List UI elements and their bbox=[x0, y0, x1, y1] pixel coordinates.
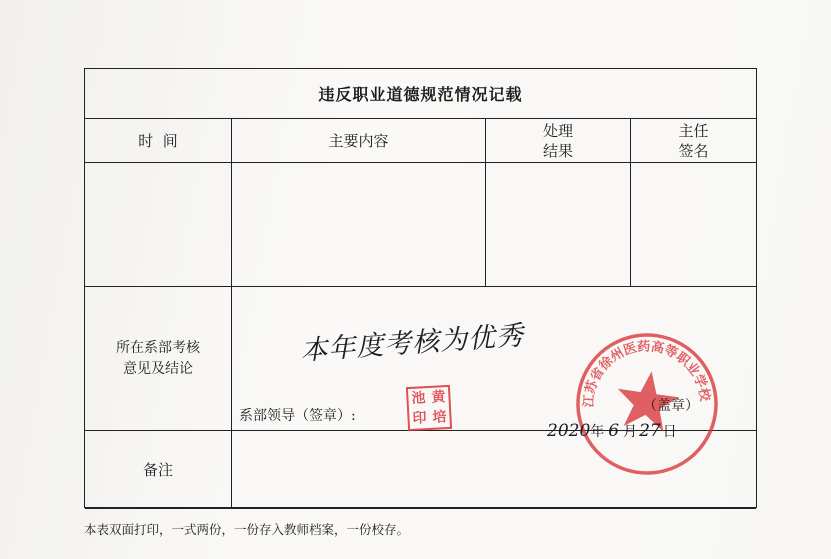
header-result-line1: 处理 bbox=[542, 121, 573, 140]
seal-label: （盖章） bbox=[643, 398, 699, 414]
remarks-label-cell bbox=[85, 431, 231, 508]
record-entry-row bbox=[85, 163, 756, 287]
seal-char: 黄 bbox=[431, 389, 446, 406]
handwritten-opinion: 本年度考核为优秀 bbox=[299, 320, 526, 367]
date-day-value: 27 bbox=[639, 421, 661, 441]
header-result bbox=[485, 119, 630, 162]
date-year-unit: 年 bbox=[590, 424, 605, 440]
personal-seal-stamp bbox=[406, 385, 452, 431]
date-day-unit: 日 bbox=[662, 424, 677, 440]
opinion-label-line1: 所在系部考核 bbox=[116, 339, 200, 356]
seal-char: 培 bbox=[432, 409, 447, 426]
remarks-label: 备注 bbox=[142, 461, 173, 479]
opinion-label-line2: 意见及结论 bbox=[123, 360, 193, 377]
entry-director-cell[interactable] bbox=[630, 163, 756, 286]
leader-signature-label: 系部领导（签章）: bbox=[239, 408, 356, 424]
date-month-value: 6 bbox=[608, 421, 620, 441]
header-time bbox=[85, 119, 231, 162]
header-content-label: 主要内容 bbox=[328, 131, 389, 150]
header-content bbox=[231, 119, 485, 162]
header-director-line2: 签名 bbox=[678, 141, 709, 160]
header-result-line2: 结果 bbox=[542, 141, 573, 160]
entry-content-cell[interactable] bbox=[231, 163, 485, 286]
date-month-unit: 月 bbox=[623, 424, 638, 440]
opinion-label-cell bbox=[85, 287, 231, 430]
seal-arc-text: 江苏省徐州医药高等职业学校 bbox=[581, 339, 713, 408]
column-header-row bbox=[85, 119, 756, 163]
header-director-line1: 主任 bbox=[678, 121, 709, 140]
form-title-cell bbox=[85, 69, 756, 118]
record-form-table bbox=[84, 68, 757, 508]
entry-result-cell[interactable] bbox=[485, 163, 630, 286]
seal-char: 印 bbox=[412, 410, 427, 427]
form-footnote: 本表双面打印，一式两份，一份存入教师档案，一份校存。 bbox=[84, 522, 410, 537]
form-title: 违反职业道德规范情况记载 bbox=[318, 85, 523, 104]
signature-date bbox=[547, 421, 677, 441]
header-director bbox=[630, 119, 756, 162]
seal-char: 池 bbox=[411, 390, 426, 407]
form-title-row bbox=[85, 69, 756, 119]
header-time-label: 时 间 bbox=[138, 131, 178, 150]
date-year-value: 2020 bbox=[547, 421, 591, 441]
entry-time-cell[interactable] bbox=[85, 163, 231, 286]
